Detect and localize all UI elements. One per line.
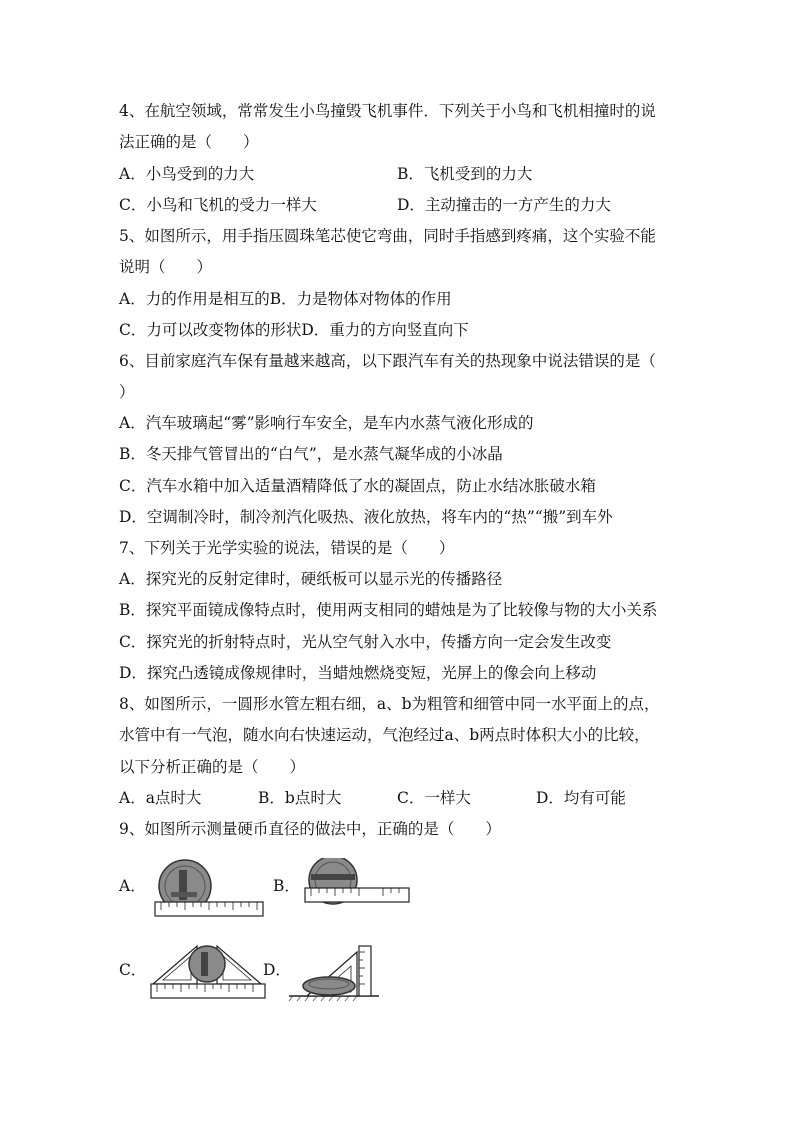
q8-stem-line-2: 水管中有一气泡，随水向右快速运动，气泡经过a、b两点时体积大小的比较， [119, 726, 650, 744]
coin-triangles-figure-c [145, 942, 270, 1004]
q6-stem-line-2: ） [119, 383, 135, 401]
q8-option-a: A．a点时大 [119, 789, 202, 807]
q5-option-cd: C．力可以改变物体的形状D．重力的方向竖直向下 [119, 321, 469, 339]
q4-stem-line-2: 法正确的是（ ） [119, 133, 259, 151]
q5-stem-line-1: 5、如图所示，用手指压圆珠笔芯使它弯曲，同时手指感到疼痛，这个实验不能 [119, 227, 656, 245]
q6-option-a: A．汽车玻璃起“雾”影响行车安全，是车内水蒸气液化形成的 [119, 414, 534, 432]
coin-ruler-figure-b [297, 858, 412, 920]
q4-stem-line-1: 4、在航空领域，常常发生小鸟撞毁飞机事件．下列关于小鸟和飞机相撞时的说 [119, 102, 656, 120]
q6-option-d: D．空调制冷时，制冷剂汽化吸热、液化放热，将车内的“热”“搬”到车外 [119, 508, 613, 526]
q6-stem-line-1: 6、目前家庭汽车保有量越来越高，以下跟汽车有关的热现象中说法错误的是（ [119, 352, 656, 370]
q4-option-c: C．小鸟和飞机的受力一样大 [119, 196, 317, 214]
q8-stem-line-3: 以下分析正确的是（ ） [119, 758, 306, 776]
q9-figure-label-a: A． [119, 877, 146, 895]
q8-option-d: D．均有可能 [536, 789, 626, 807]
q9-stem: 9、如图所示测量硬币直径的做法中，正确的是（ ） [119, 820, 501, 838]
q8-option-c: C．一样大 [397, 789, 471, 807]
q7-option-d: D．探究凸透镜成像规律时，当蜡烛燃烧变短，光屏上的像会向上移动 [119, 664, 597, 682]
q9-figure-label-c: C． [119, 961, 147, 979]
q4-option-b: B．飞机受到的力大 [397, 165, 533, 183]
q7-option-b: B．探究平面镜成像特点时，使用两支相同的蜡烛是为了比较像与物的大小关系 [119, 601, 658, 619]
q4-option-a: A．小鸟受到的力大 [119, 165, 255, 183]
coin-triangle-figure-d [287, 942, 382, 1004]
q7-option-a: A．探究光的反射定律时，硬纸板可以显示光的传播路径 [119, 570, 503, 588]
q9-figure-label-b: B． [273, 877, 300, 895]
coin-ruler-figure-a [153, 858, 265, 920]
q5-option-ab: A．力的作用是相互的B．力是物体对物体的作用 [119, 290, 452, 308]
q7-option-c: C．探究光的折射特点时，光从空气射入水中，传播方向一定会发生改变 [119, 633, 612, 651]
q4-option-d: D．主动撞击的一方产生的力大 [397, 196, 611, 214]
q5-stem-line-2: 说明（ ） [119, 258, 213, 276]
q9-figure-label-d: D． [263, 961, 291, 979]
q6-option-b: B．冬天排气管冒出的“白气”，是水蒸气凝华成的小冰晶 [119, 445, 503, 463]
q8-option-b: B．b点时大 [258, 789, 342, 807]
q7-stem: 7、下列关于光学实验的说法，错误的是（ ） [119, 539, 455, 557]
q6-option-c: C．汽车水箱中加入适量酒精降低了水的凝固点，防止水结冰胀破水箱 [119, 477, 596, 495]
q8-stem-line-1: 8、如图所示，一圆形水管左粗右细，a、b为粗管和细管中同一水平面上的点， [119, 695, 660, 713]
